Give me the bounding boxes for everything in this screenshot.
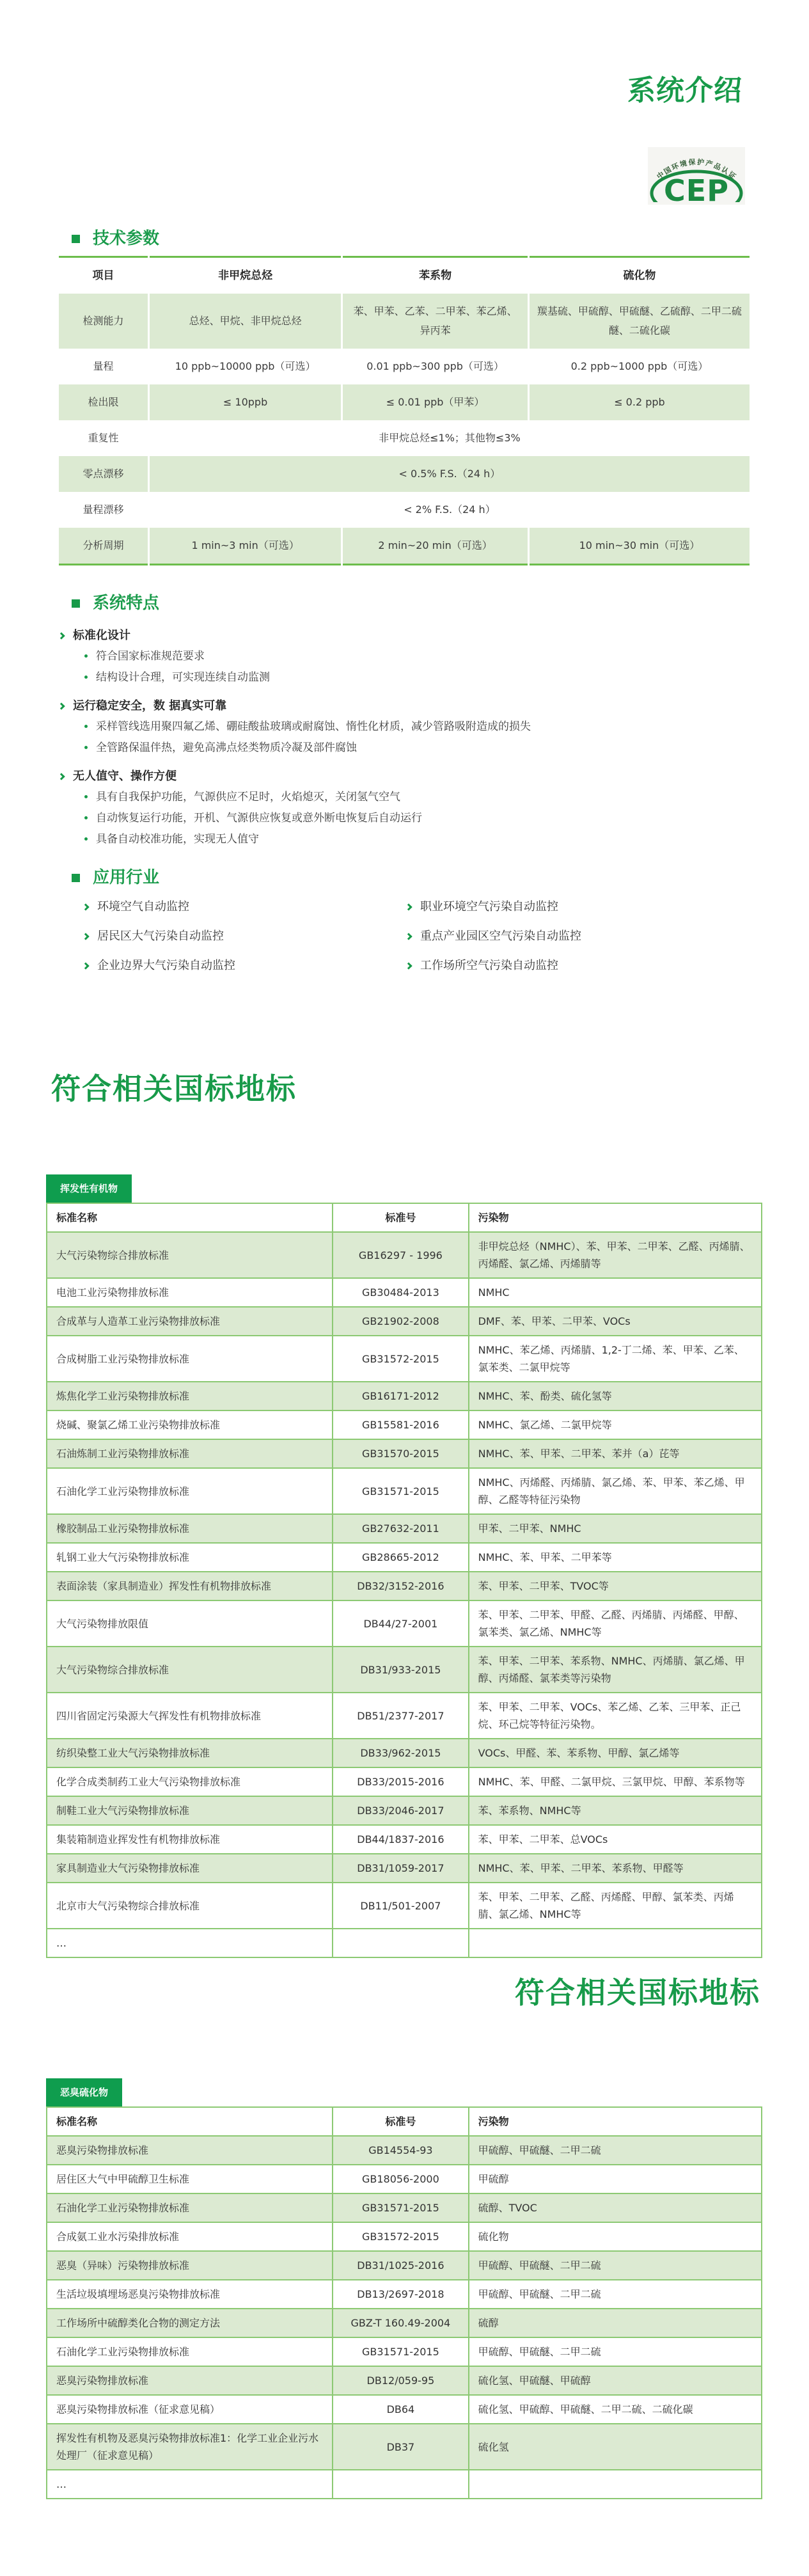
voc-table-body bbox=[47, 1203, 762, 1957]
pollutants-cell: 苯、甲苯、二甲苯、甲醛、乙醛、丙烯腈、丙烯醛、甲醇、氯苯类、氯乙烯、NMHC等 bbox=[469, 1600, 762, 1647]
application-item-text: 工作场所空气污染自动监控 bbox=[420, 959, 558, 972]
standards-row bbox=[47, 2280, 762, 2309]
standard-number-cell: GB31572-2015 bbox=[333, 1336, 468, 1382]
standard-number-cell: GB31572-2015 bbox=[333, 2222, 468, 2251]
arrow-icon bbox=[82, 962, 89, 969]
bullet-dot-icon bbox=[84, 795, 88, 798]
feature-group bbox=[59, 766, 809, 850]
standard-number-cell: DB13/2697-2018 bbox=[333, 2280, 468, 2309]
section-features bbox=[72, 594, 809, 613]
tech-cell: ≤ 0.2 ppb bbox=[528, 384, 750, 420]
standards-row bbox=[47, 1854, 762, 1883]
arrow-icon bbox=[405, 933, 412, 940]
application-item bbox=[83, 896, 406, 917]
pollutants-cell: 苯、甲苯、二甲苯、苯系物、NMHC、丙烯腈、氯乙烯、甲醇、丙烯醛、氯苯类等污染物 bbox=[469, 1647, 762, 1693]
standard-number-cell: DB33/2046-2017 bbox=[333, 1796, 468, 1825]
standard-name-cell: 恶臭污染物排放标准 bbox=[47, 2136, 333, 2165]
standards-row bbox=[47, 2337, 762, 2366]
tech-row bbox=[59, 528, 750, 565]
application-item-text: 企业边界大气污染自动监控 bbox=[97, 959, 235, 972]
pollutants-cell: 甲苯、二甲苯、NMHC bbox=[469, 1514, 762, 1543]
bullet-dot-icon bbox=[84, 816, 88, 819]
application-item-text: 环境空气自动监控 bbox=[97, 900, 189, 913]
standard-name-cell: 挥发性有机物及恶臭污染物排放标准1：化学工业企业污水处理厂（征求意见稿） bbox=[47, 2424, 333, 2470]
standard-number-cell: DB51/2377-2017 bbox=[333, 1693, 468, 1739]
feature-item-text: 采样管线选用聚四氟乙烯、硼硅酸盐玻璃或耐腐蚀、惰性化材质，减少管路吸附造成的损失 bbox=[96, 720, 531, 733]
standard-number-cell: GB15581-2016 bbox=[333, 1410, 468, 1439]
feature-group-title-text: 标准化设计 bbox=[73, 629, 130, 642]
standard-name-cell: 家具制造业大气污染物排放标准 bbox=[47, 1854, 333, 1883]
standards-row bbox=[47, 2424, 762, 2470]
standard-number-cell bbox=[333, 2470, 468, 2499]
pollutants-cell: NMHC bbox=[469, 1278, 762, 1307]
standard-name-cell: 炼焦化学工业污染物排放标准 bbox=[47, 1382, 333, 1410]
pollutants-cell: 硫醇 bbox=[469, 2309, 762, 2337]
standard-name-cell: 恶臭污染物排放标准（征求意见稿） bbox=[47, 2395, 333, 2424]
tech-merged-cell: 非甲烷总烃≤1%；其他物≤3% bbox=[148, 420, 750, 456]
tech-table-body bbox=[59, 257, 750, 565]
tech-params-table bbox=[59, 256, 750, 565]
standards-row bbox=[47, 2251, 762, 2280]
standard-number-cell: DB37 bbox=[333, 2424, 468, 2470]
standard-name-cell: 石油炼制工业污染物排放标准 bbox=[47, 1439, 333, 1468]
arrow-icon bbox=[405, 903, 412, 910]
feature-group-title bbox=[59, 626, 809, 646]
standard-name-cell: 合成革与人造革工业污染物排放标准 bbox=[47, 1307, 333, 1336]
standard-number-cell: DB64 bbox=[333, 2395, 468, 2424]
application-item bbox=[406, 896, 809, 917]
pollutants-cell: 硫化氢、甲硫醇、甲硫醚、二甲二硫、二硫化碳 bbox=[469, 2395, 762, 2424]
voc-tab: 挥发性有机物 bbox=[46, 1174, 132, 1203]
tech-header-row bbox=[59, 257, 750, 294]
pollutants-cell: 硫化氢、甲硫醚、甲硫醇 bbox=[469, 2366, 762, 2395]
section-title: 系统特点 bbox=[93, 594, 160, 613]
standards-row bbox=[47, 2470, 762, 2499]
application-item-text: 重点产业园区空气污染自动监控 bbox=[420, 929, 581, 943]
standards-row bbox=[47, 1796, 762, 1825]
logo-row bbox=[0, 147, 809, 202]
pollutants-cell: 甲硫醇、甲硫醚、二甲二硫 bbox=[469, 2136, 762, 2165]
standards-row bbox=[47, 1439, 762, 1468]
standards-row bbox=[47, 2136, 762, 2165]
feature-item bbox=[84, 787, 809, 808]
tech-row bbox=[59, 349, 750, 384]
tech-row-label: 检出限 bbox=[88, 396, 119, 408]
standard-number-cell: DB11/501-2007 bbox=[333, 1883, 468, 1929]
feature-group bbox=[59, 696, 809, 759]
arrow-icon bbox=[82, 903, 89, 910]
pollutants-cell bbox=[469, 2470, 762, 2499]
pollutants-cell: 苯、甲苯、二甲苯、总VOCs bbox=[469, 1825, 762, 1854]
tech-cell: 羰基硫、甲硫醇、甲硫醚、乙硫醇、二甲二硫醚、二硫化碳 bbox=[528, 294, 750, 349]
standards-header-cell: 污染物 bbox=[469, 2107, 762, 2136]
standards-row bbox=[47, 2222, 762, 2251]
tech-row bbox=[59, 492, 750, 528]
standards-row bbox=[47, 1382, 762, 1410]
tech-header-cell: 硫化物 bbox=[528, 257, 750, 294]
standard-number-cell: GBZ-T 160.49-2004 bbox=[333, 2309, 468, 2337]
pollutants-cell: 甲硫醇、甲硫醚、二甲二硫 bbox=[469, 2337, 762, 2366]
features-list bbox=[59, 626, 809, 850]
standards-row bbox=[47, 1600, 762, 1647]
pollutants-cell: 甲硫醇、甲硫醚、二甲二硫 bbox=[469, 2280, 762, 2309]
feature-item bbox=[84, 829, 809, 850]
feature-item bbox=[84, 667, 809, 688]
standards-header-row bbox=[47, 2107, 762, 2136]
arrow-icon bbox=[58, 773, 65, 780]
standards-row bbox=[47, 1572, 762, 1600]
standard-number-cell: GB18056-2000 bbox=[333, 2165, 468, 2193]
standard-number-cell: DB33/962-2015 bbox=[333, 1739, 468, 1767]
standard-name-cell: 石油化学工业污染物排放标准 bbox=[47, 2193, 333, 2222]
standards-row bbox=[47, 1514, 762, 1543]
standard-number-cell: DB12/059-95 bbox=[333, 2366, 468, 2395]
pollutants-cell: NMHC、苯乙烯、丙烯腈、1,2-丁二烯、苯、甲苯、乙苯、氯苯类、二氯甲烷等 bbox=[469, 1336, 762, 1382]
pollutants-cell: 硫醇、TVOC bbox=[469, 2193, 762, 2222]
feature-item-text: 符合国家标准规范要求 bbox=[96, 650, 205, 663]
standard-name-cell: 表面涂装（家具制造业）挥发性有机物排放标准 bbox=[47, 1572, 333, 1600]
standard-name-cell: 工作场所中硫醇类化合物的测定方法 bbox=[47, 2309, 333, 2337]
arrow-icon bbox=[82, 933, 89, 940]
pollutants-cell: 甲硫醇、甲硫醚、二甲二硫 bbox=[469, 2251, 762, 2280]
pollutants-cell: DMF、苯、甲苯、二甲苯、VOCs bbox=[469, 1307, 762, 1336]
feature-item bbox=[84, 716, 809, 738]
standards-row bbox=[47, 1336, 762, 1382]
tech-row-label: 量程漂移 bbox=[82, 503, 124, 516]
application-item-text: 职业环境空气污染自动监控 bbox=[420, 900, 558, 913]
feature-item-text: 结构设计合理，可实现连续自动监测 bbox=[96, 671, 270, 684]
standard-number-cell: DB31/1025-2016 bbox=[333, 2251, 468, 2280]
standard-number-cell: GB28665-2012 bbox=[333, 1543, 468, 1572]
section-tech-params bbox=[72, 229, 809, 248]
pollutants-cell: 非甲烷总烃（NMHC）、苯、甲苯、二甲苯、乙醛、丙烯腈、丙烯醛、氯乙烯、丙烯腈等 bbox=[469, 1232, 762, 1278]
page-title: 系统介绍 bbox=[627, 74, 742, 107]
section-bullet-icon bbox=[72, 874, 80, 882]
section-title: 应用行业 bbox=[93, 868, 160, 887]
application-item bbox=[406, 955, 809, 976]
standard-number-cell: DB44/27-2001 bbox=[333, 1600, 468, 1647]
tech-merged-cell: < 2% F.S.（24 h） bbox=[148, 492, 750, 528]
standards-header-cell: 标准号 bbox=[333, 1203, 468, 1232]
standards-header-row bbox=[47, 1203, 762, 1232]
tech-cell: 1 min~3 min（可选） bbox=[148, 528, 342, 565]
feature-item-text: 自动恢复运行功能，开机、气源供应恢复或意外断电恢复后自动运行 bbox=[96, 812, 422, 825]
standard-name-cell: 合成树脂工业污染物排放标准 bbox=[47, 1336, 333, 1382]
standard-number-cell: GB21902-2008 bbox=[333, 1307, 468, 1336]
standards-header-cell: 标准名称 bbox=[47, 2107, 333, 2136]
standard-name-cell: 四川省固定污染源大气挥发性有机物排放标准 bbox=[47, 1693, 333, 1739]
tech-row-label: 分析周期 bbox=[82, 539, 124, 551]
standard-name-cell: 纺织染整工业大气污染物排放标准 bbox=[47, 1739, 333, 1767]
standard-name-cell: 北京市大气污染物综合排放标准 bbox=[47, 1883, 333, 1929]
standard-name-cell: 恶臭（异味）污染物排放标准 bbox=[47, 2251, 333, 2280]
feature-group bbox=[59, 626, 809, 688]
standard-name-cell: 大气污染物综合排放标准 bbox=[47, 1647, 333, 1693]
pollutants-cell: NMHC、苯、酚类、硫化氢等 bbox=[469, 1382, 762, 1410]
tech-cell: ≤ 10ppb bbox=[148, 384, 342, 420]
standards-row bbox=[47, 1278, 762, 1307]
standards-row bbox=[47, 1468, 762, 1514]
standard-number-cell: GB31571-2015 bbox=[333, 2193, 468, 2222]
standard-number-cell: GB27632-2011 bbox=[333, 1514, 468, 1543]
tech-cell: 10 ppb~10000 ppb（可选） bbox=[148, 349, 342, 384]
application-item-text: 居民区大气污染自动监控 bbox=[97, 929, 224, 943]
tech-header-cell: 非甲烷总烃 bbox=[148, 257, 342, 294]
feature-item bbox=[84, 646, 809, 667]
tech-cell: ≤ 0.01 ppb（甲苯） bbox=[342, 384, 529, 420]
standards-row bbox=[47, 1767, 762, 1796]
pollutants-cell: NMHC、丙烯醛、丙烯腈、氯乙烯、苯、甲苯、苯乙烯、甲醇、乙醛等特征污染物 bbox=[469, 1468, 762, 1514]
standard-name-cell: 恶臭污染物排放标准 bbox=[47, 2366, 333, 2395]
application-item bbox=[406, 926, 809, 947]
standards-row bbox=[47, 2309, 762, 2337]
standard-name-cell: 烧碱、聚氯乙烯工业污染物排放标准 bbox=[47, 1410, 333, 1439]
standards-row bbox=[47, 1232, 762, 1278]
tech-row bbox=[59, 420, 750, 456]
standard-number-cell: GB16297 - 1996 bbox=[333, 1232, 468, 1278]
application-item bbox=[83, 926, 406, 947]
cep-logo-graphic bbox=[648, 147, 745, 202]
standards-row bbox=[47, 1543, 762, 1572]
standard-number-cell: DB32/3152-2016 bbox=[333, 1572, 468, 1600]
standards-row bbox=[47, 2395, 762, 2424]
standards-row bbox=[47, 2165, 762, 2193]
standard-number-cell bbox=[333, 1929, 468, 1957]
pollutants-cell: NMHC、苯、甲苯、二甲苯等 bbox=[469, 1543, 762, 1572]
feature-item bbox=[84, 808, 809, 829]
standard-number-cell: DB31/933-2015 bbox=[333, 1647, 468, 1693]
pollutants-cell: VOCs、甲醛、苯、苯系物、甲醇、氯乙烯等 bbox=[469, 1739, 762, 1767]
tech-row bbox=[59, 294, 750, 349]
standard-name-cell: 大气污染物排放限值 bbox=[47, 1600, 333, 1647]
arrow-icon bbox=[58, 632, 65, 639]
standard-name-cell: 轧钢工业大气污染物排放标准 bbox=[47, 1543, 333, 1572]
tech-row bbox=[59, 456, 750, 492]
standard-name-cell: 居住区大气中甲硫醇卫生标准 bbox=[47, 2165, 333, 2193]
standard-number-cell: DB44/1837-2016 bbox=[333, 1825, 468, 1854]
logo-arc-text: 中国环境保护产品认证 bbox=[655, 157, 739, 182]
standards-row bbox=[47, 2366, 762, 2395]
standard-number-cell: GB14554-93 bbox=[333, 2136, 468, 2165]
pollutants-cell: 苯、苯系物、NMHC等 bbox=[469, 1796, 762, 1825]
standard-name-cell: 石油化学工业污染物排放标准 bbox=[47, 2337, 333, 2366]
standard-number-cell: DB33/2015-2016 bbox=[333, 1767, 468, 1796]
arrow-icon bbox=[58, 702, 65, 709]
feature-item-text: 具备自动校准功能，实现无人值守 bbox=[96, 833, 259, 846]
tech-header-cell: 苯系物 bbox=[342, 257, 529, 294]
standards-header-cell: 污染物 bbox=[469, 1203, 762, 1232]
logo-letters: CEP bbox=[664, 173, 729, 202]
tech-cell: 苯、甲苯、乙苯、二甲苯、苯乙烯、异丙苯 bbox=[342, 294, 529, 349]
standard-name-cell: 制鞋工业大气污染物排放标准 bbox=[47, 1796, 333, 1825]
pollutants-cell bbox=[469, 1929, 762, 1957]
voc-standards-table bbox=[46, 1203, 762, 1958]
standard-name-cell: 生活垃圾填埋场恶臭污染物排放标准 bbox=[47, 2280, 333, 2309]
tech-merged-cell: < 0.5% F.S.（24 h） bbox=[148, 456, 750, 492]
bullet-dot-icon bbox=[84, 725, 88, 728]
pollutants-cell: 甲硫醇 bbox=[469, 2165, 762, 2193]
tech-row-label: 检测能力 bbox=[82, 315, 124, 327]
standard-number-cell: GB31570-2015 bbox=[333, 1439, 468, 1468]
standard-name-cell: 化学合成类制药工业大气污染物排放标准 bbox=[47, 1767, 333, 1796]
standard-name-cell: … bbox=[47, 1929, 333, 1957]
tech-row bbox=[59, 384, 750, 420]
section-bullet-icon bbox=[72, 599, 80, 608]
standard-name-cell: 合成氨工业水污染排放标准 bbox=[47, 2222, 333, 2251]
standard-name-cell: … bbox=[47, 2470, 333, 2499]
tech-row-label: 零点漂移 bbox=[82, 468, 124, 480]
standard-name-cell: 石油化学工业污染物排放标准 bbox=[47, 1468, 333, 1514]
pollutants-cell: 苯、甲苯、二甲苯、TVOC等 bbox=[469, 1572, 762, 1600]
standard-name-cell: 电池工业污染物排放标准 bbox=[47, 1278, 333, 1307]
standards-row bbox=[47, 2193, 762, 2222]
bullet-dot-icon bbox=[84, 746, 88, 749]
bullet-dot-icon bbox=[84, 676, 88, 679]
pollutants-cell: NMHC、苯、甲苯、二甲苯、苯并（a）芘等 bbox=[469, 1439, 762, 1468]
feature-group-title-text: 运行稳定安全，数 据真实可靠 bbox=[73, 699, 227, 713]
section-applications bbox=[72, 868, 809, 887]
pollutants-cell: NMHC、苯、甲苯、二甲苯、苯系物、甲醛等 bbox=[469, 1854, 762, 1883]
standards-row bbox=[47, 1883, 762, 1929]
tech-cell: 2 min~20 min（可选） bbox=[342, 528, 529, 565]
pollutants-cell: 硫化物 bbox=[469, 2222, 762, 2251]
application-item bbox=[83, 955, 406, 976]
cep-certification-logo bbox=[648, 147, 745, 205]
standard-number-cell: GB31571-2015 bbox=[333, 1468, 468, 1514]
arrow-icon bbox=[405, 962, 412, 969]
pollutants-cell: NMHC、氯乙烯、二氯甲烷等 bbox=[469, 1410, 762, 1439]
standards-row bbox=[47, 1739, 762, 1767]
standards-row bbox=[47, 1410, 762, 1439]
bullet-dot-icon bbox=[84, 837, 88, 841]
standards-row bbox=[47, 1825, 762, 1854]
standard-name-cell: 集装箱制造业挥发性有机物排放标准 bbox=[47, 1825, 333, 1854]
standards-row bbox=[47, 1307, 762, 1336]
sulfide-tab: 恶臭硫化物 bbox=[46, 2078, 122, 2106]
standards-heading-1: 符合相关国标地标 bbox=[51, 1071, 297, 1106]
standards-header-cell: 标准名称 bbox=[47, 1203, 333, 1232]
pollutants-cell: NMHC、苯、甲醛、二氯甲烷、三氯甲烷、甲醇、苯系物等 bbox=[469, 1767, 762, 1796]
standards-row bbox=[47, 1929, 762, 1957]
sulfide-standards-table bbox=[46, 2106, 762, 2499]
tech-row-label: 重复性 bbox=[88, 432, 119, 444]
standards-heading-2: 符合相关国标地标 bbox=[515, 1975, 760, 2010]
standards-row bbox=[47, 1647, 762, 1693]
tech-cell: 10 min~30 min（可选） bbox=[528, 528, 750, 565]
applications-grid bbox=[83, 896, 809, 976]
tech-row-label: 量程 bbox=[93, 360, 114, 372]
section-title: 技术参数 bbox=[93, 229, 160, 248]
standard-number-cell: DB31/1059-2017 bbox=[333, 1854, 468, 1883]
feature-item-text: 具有自我保护功能，气源供应不足时，火焰熄灭，关闭氢气空气 bbox=[96, 791, 400, 803]
pollutants-cell: 苯、甲苯、二甲苯、乙醛、丙烯醛、甲醇、氯苯类、丙烯腈、氯乙烯、NMHC等 bbox=[469, 1883, 762, 1929]
tech-header-cell: 项目 bbox=[59, 257, 148, 294]
pollutants-cell: 苯、甲苯、二甲苯、VOCs、苯乙烯、乙苯、三甲苯、正己烷、环己烷等特征污染物。 bbox=[469, 1693, 762, 1739]
standard-name-cell: 橡胶制品工业污染物排放标准 bbox=[47, 1514, 333, 1543]
standard-name-cell: 大气污染物综合排放标准 bbox=[47, 1232, 333, 1278]
standard-number-cell: GB30484-2013 bbox=[333, 1278, 468, 1307]
pollutants-cell: 硫化氢 bbox=[469, 2424, 762, 2470]
feature-item bbox=[84, 738, 809, 759]
tech-cell: 总烃、甲烷、非甲烷总烃 bbox=[148, 294, 342, 349]
bullet-dot-icon bbox=[84, 654, 88, 658]
feature-group-title bbox=[59, 766, 809, 787]
section-bullet-icon bbox=[72, 235, 80, 243]
standards-row bbox=[47, 1693, 762, 1739]
standard-number-cell: GB16171-2012 bbox=[333, 1382, 468, 1410]
standards-header-cell: 标准号 bbox=[333, 2107, 468, 2136]
sulfide-table-body bbox=[47, 2107, 762, 2499]
tech-cell: 0.01 ppb~300 ppb（可选） bbox=[342, 349, 529, 384]
tech-cell: 0.2 ppb~1000 ppb（可选） bbox=[528, 349, 750, 384]
feature-group-title bbox=[59, 696, 809, 716]
feature-item-text: 全管路保温伴热，避免高沸点烃类物质冷凝及部件腐蚀 bbox=[96, 741, 357, 754]
standard-number-cell: GB31571-2015 bbox=[333, 2337, 468, 2366]
feature-group-title-text: 无人值守、操作方便 bbox=[73, 770, 177, 783]
